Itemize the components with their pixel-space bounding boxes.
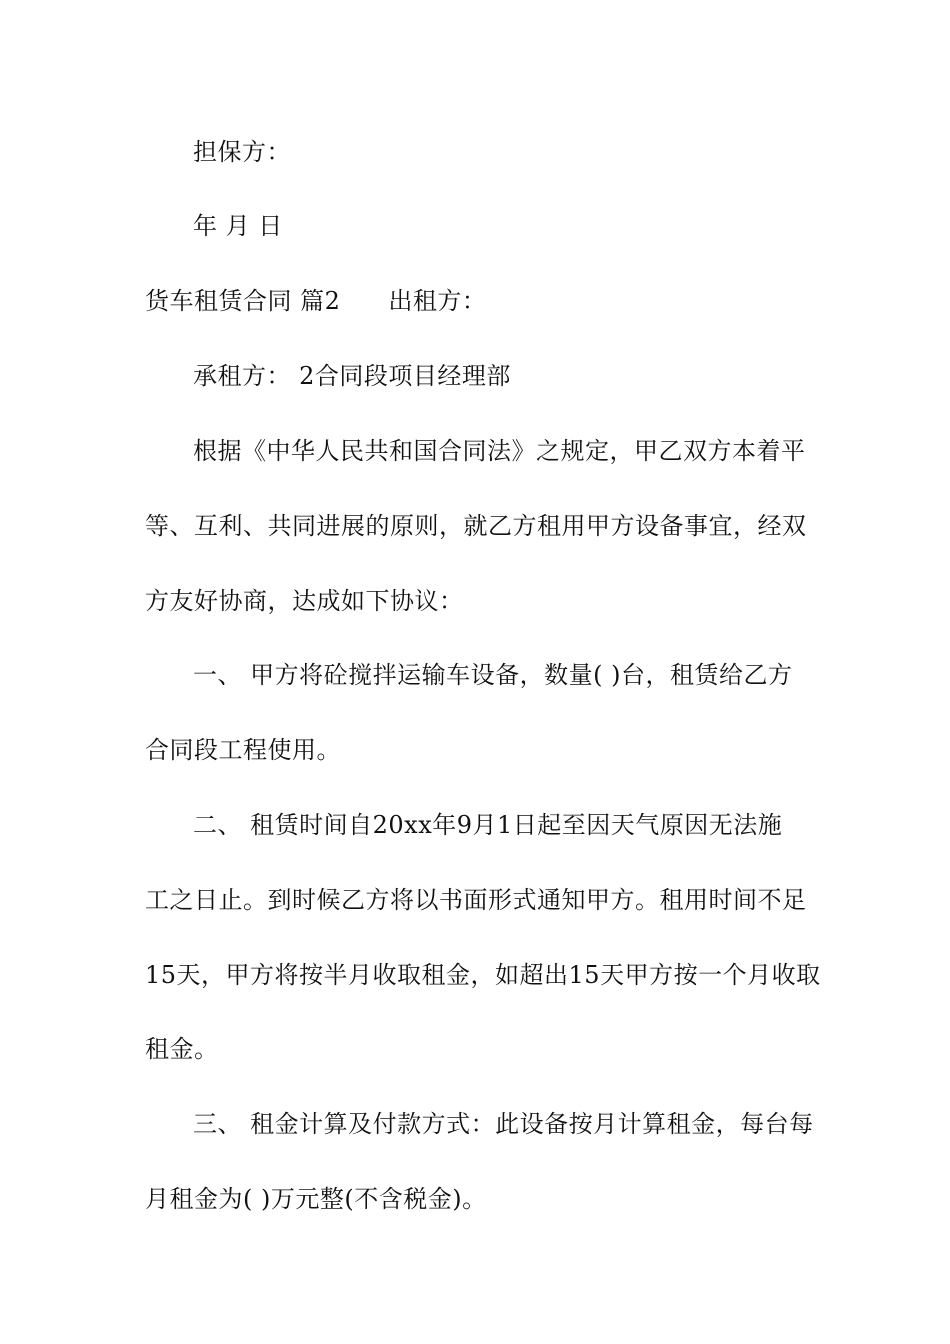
- contract-heading-line: [145, 286, 486, 316]
- guarantor-line: 担保方：: [193, 138, 291, 166]
- clause-line: 15天，甲方将按半月收取租金，如超出15天甲方按一个月收取: [145, 961, 821, 989]
- date-line: 年 月 日: [193, 212, 283, 240]
- contract-title: 货车租赁合同 篇2: [145, 287, 341, 315]
- clause-line: 一、 甲方将砼搅拌运输车设备，数量( )台，租赁给乙方: [193, 661, 793, 689]
- clause-line: 租金。: [145, 1035, 219, 1063]
- paragraph-line: 等、互利、共同进展的原则，就乙方租用甲方设备事宜，经双: [145, 512, 807, 540]
- clause-line: 合同段工程使用。: [145, 736, 341, 764]
- clause-line: 三、 租金计算及付款方式：此设备按月计算租金，每台每: [193, 1110, 814, 1138]
- lessee-line: 承租方： 2合同段项目经理部: [193, 362, 511, 390]
- lessor-label: 出租方：: [388, 287, 487, 315]
- paragraph-line: 方友好协商，达成如下协议：: [145, 587, 464, 615]
- paragraph-line: 根据《中华人民共和国合同法》之规定，甲乙双方本着平: [193, 437, 806, 465]
- clause-line: 月租金为( )万元整(不含税金)。: [145, 1185, 487, 1213]
- clause-line: 二、 租赁时间自20xx年9月1日起至因天气原因无法施: [193, 811, 783, 839]
- clause-line: 工之日止。到时候乙方将以书面形式通知甲方。租用时间不足: [145, 886, 807, 914]
